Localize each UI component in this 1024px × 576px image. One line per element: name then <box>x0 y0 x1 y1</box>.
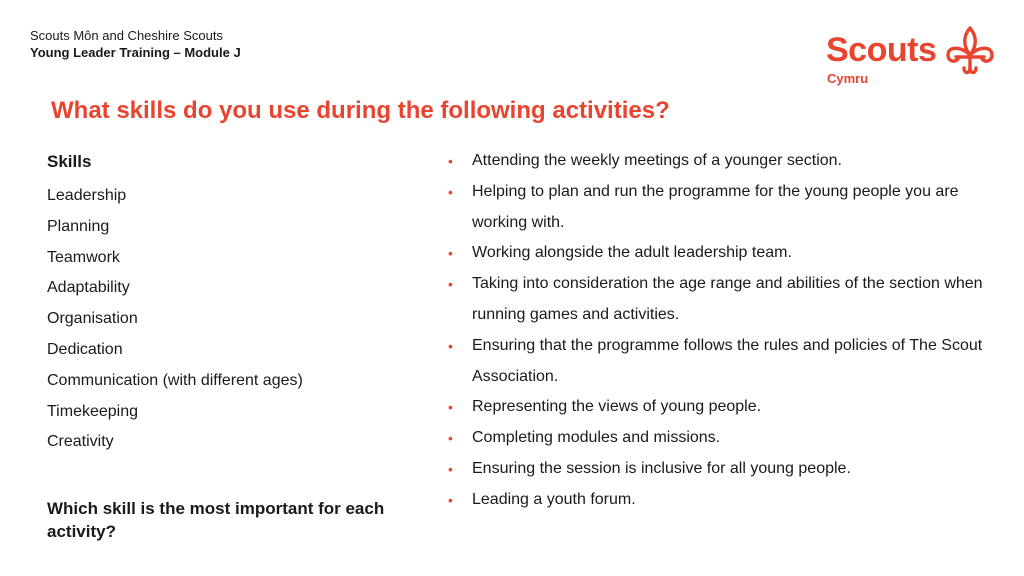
bullet-icon: • <box>448 245 453 262</box>
skill-item: Dedication <box>47 340 123 358</box>
discussion-question: Which skill is the most important for each activity? <box>47 499 385 541</box>
logo-wordmark: Scouts <box>826 31 937 69</box>
scouts-cymru-logo <box>826 22 998 90</box>
activity-text: Ensuring that the programme follows the rules and policies of The Scout Association. <box>472 336 983 385</box>
activity-text: Working alongside the adult leadership team. <box>472 244 792 262</box>
page-title: What skills do you use during the following activities? <box>51 97 670 124</box>
activity-item <box>446 331 986 393</box>
skill-item: Leadership <box>47 187 127 204</box>
activities-list <box>446 146 986 516</box>
bullet-icon: • <box>448 183 453 200</box>
skills-list <box>47 181 407 458</box>
bullet-icon: • <box>448 276 453 293</box>
skill-item: Teamwork <box>47 248 120 266</box>
activity-item <box>446 177 986 239</box>
fleur-de-lis-icon <box>942 24 998 78</box>
bullet-icon: • <box>448 153 453 169</box>
bullet-icon: • <box>448 399 453 416</box>
activity-text: Completing modules and missions. <box>472 429 721 447</box>
bullet-icon: • <box>448 430 453 447</box>
org-name: Scouts Môn and Cheshire Scouts <box>30 28 223 43</box>
activity-text: Leading a youth forum. <box>472 490 636 508</box>
skill-item: Creativity <box>47 433 114 451</box>
activity-item <box>446 485 986 516</box>
organisation-header <box>30 27 241 61</box>
logo-subtitle: Cymru <box>827 71 869 86</box>
bullet-icon: • <box>448 337 453 354</box>
skill-item: Timekeeping <box>47 402 139 420</box>
activities-section <box>446 146 986 516</box>
activity-item <box>446 454 986 485</box>
skill-item: Organisation <box>47 310 138 328</box>
skills-section <box>47 150 407 458</box>
activity-item <box>446 238 986 269</box>
skill-item: Communication (with different ages) <box>47 371 303 389</box>
activity-text: Attending the weekly meetings of a younger section. <box>472 152 842 169</box>
skill-item: Planning <box>47 217 110 235</box>
module-name: Young Leader Training – Module J <box>30 45 241 60</box>
activity-item <box>446 146 986 177</box>
activity-text: Representing the views of young people. <box>472 398 762 416</box>
activity-item <box>446 423 986 454</box>
activity-text: Helping to plan and run the programme for the young people you are working with. <box>472 182 959 231</box>
skills-heading: Skills <box>47 152 92 171</box>
activity-text: Ensuring the session is inclusive for all young people. <box>472 459 851 477</box>
bullet-icon: • <box>448 491 453 508</box>
activity-text: Taking into consideration the age range and abilities of the section when running games and activities. <box>472 275 983 323</box>
activity-item <box>446 269 986 331</box>
bullet-icon: • <box>448 460 453 477</box>
activity-item <box>446 392 986 423</box>
skill-item: Adaptability <box>47 279 130 297</box>
